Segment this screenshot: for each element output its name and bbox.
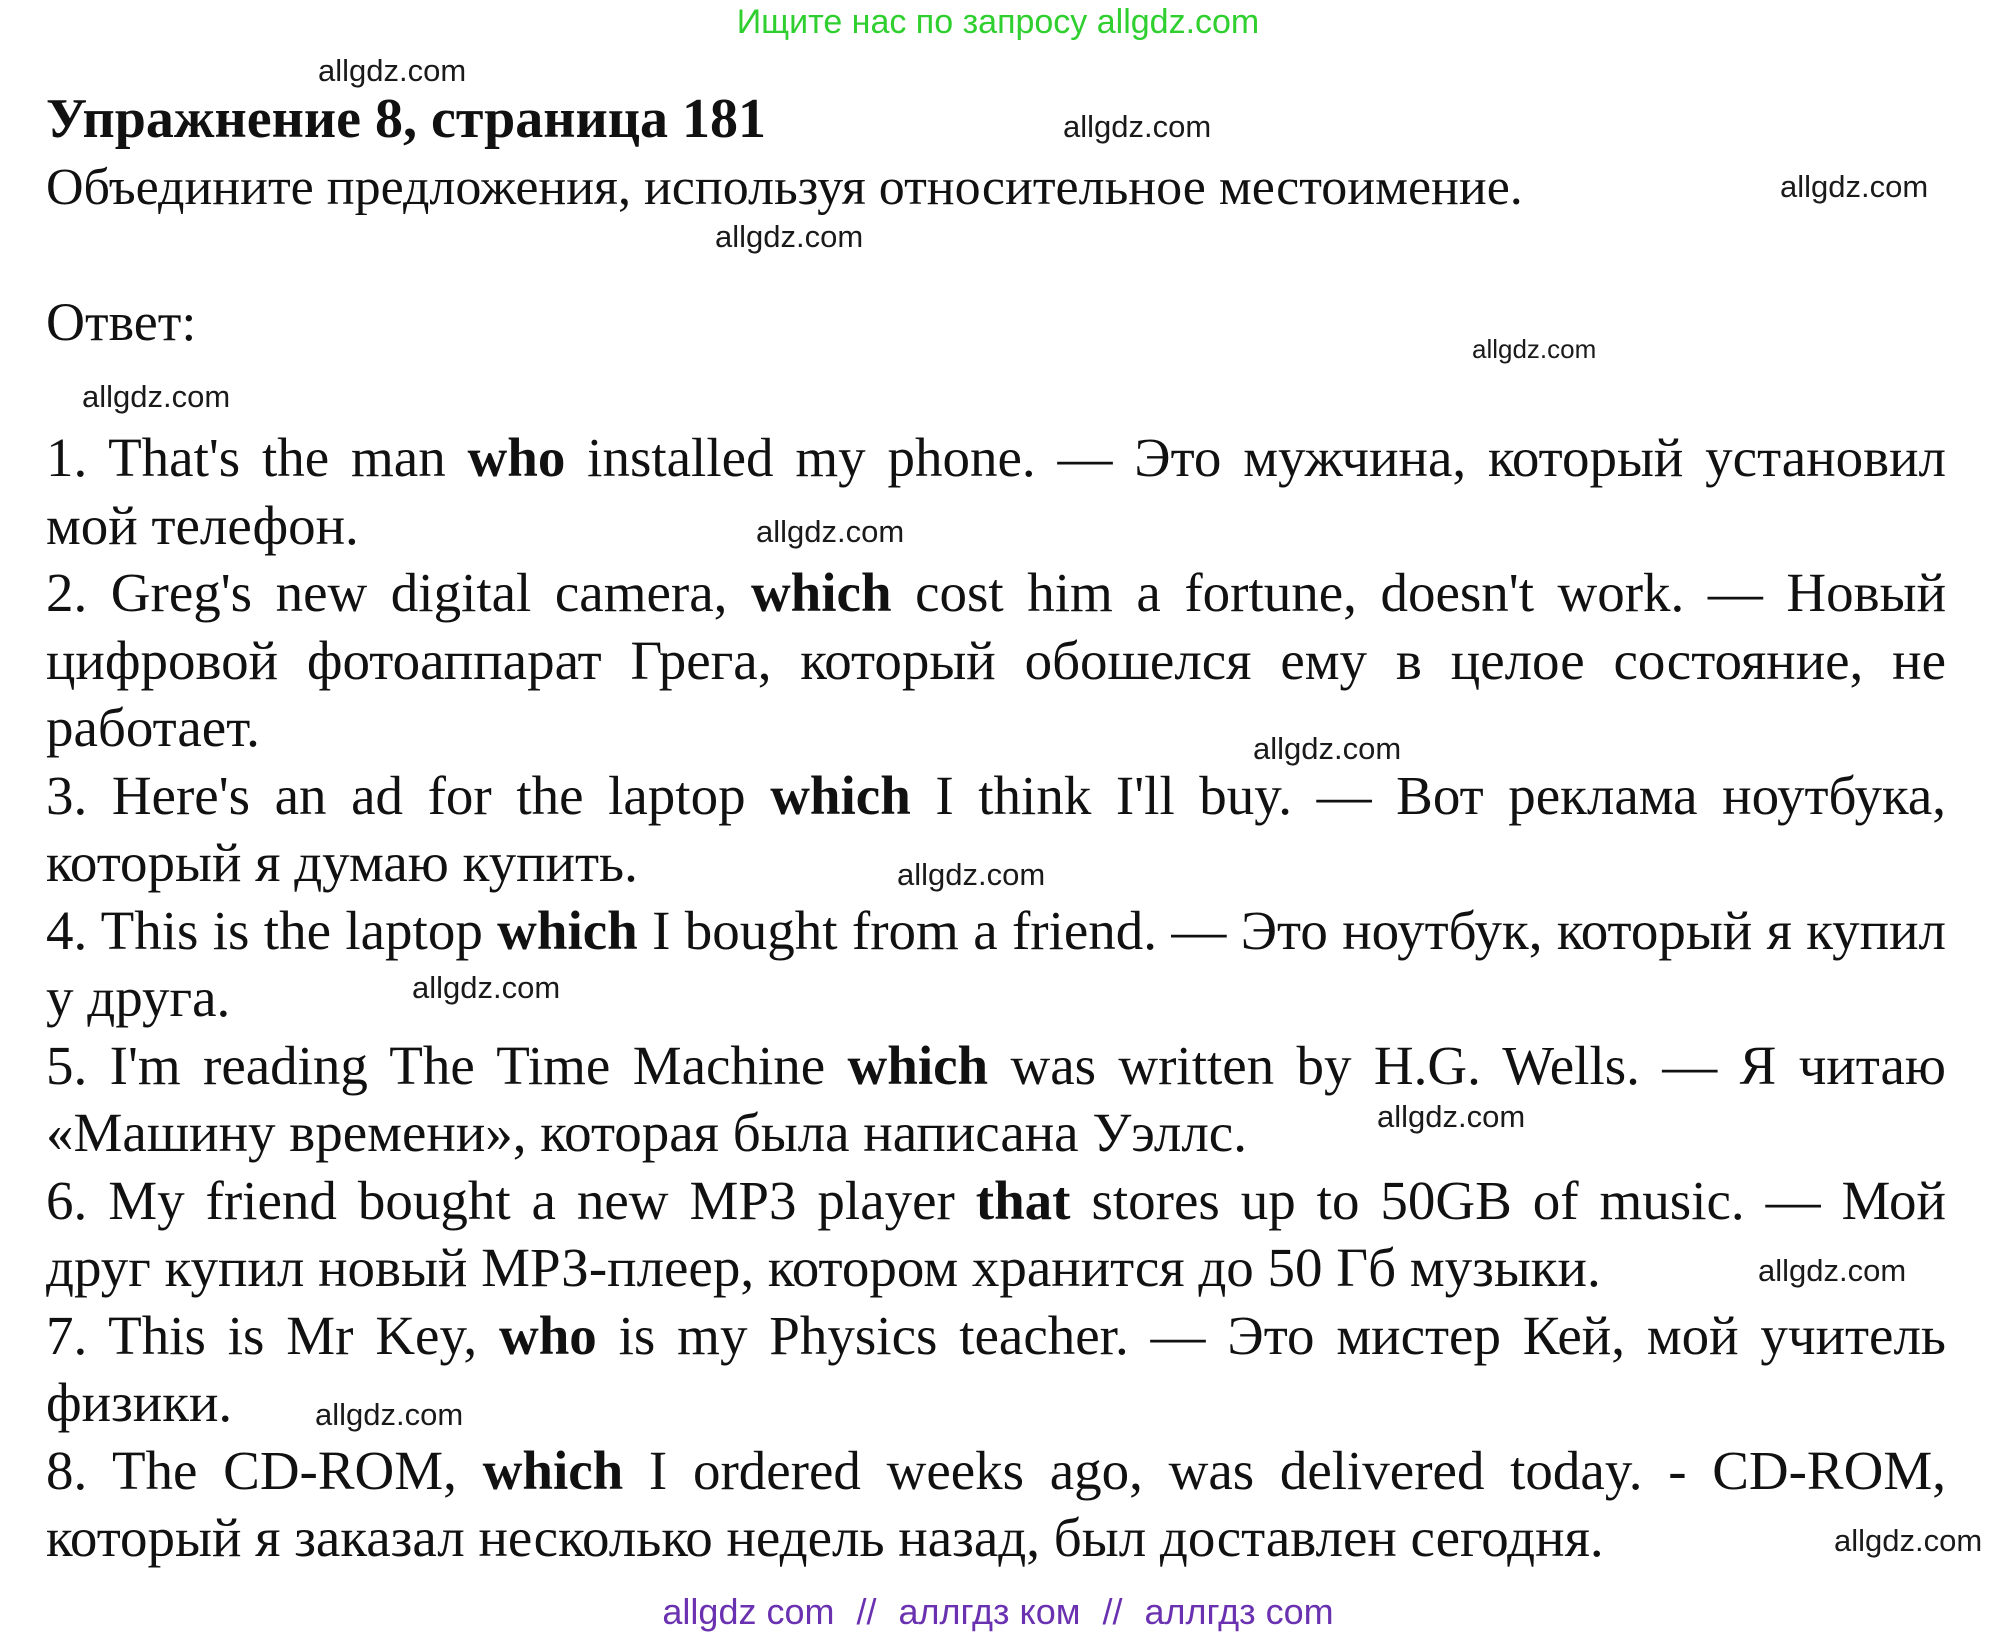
footer-link[interactable]: аллгдз ком (898, 1591, 1081, 1632)
relative-pronoun: who (467, 427, 566, 488)
footer-links (0, 1590, 1996, 1634)
watermark: allgdz.com (82, 379, 231, 414)
answer-label: Ответ: (46, 292, 197, 352)
relative-pronoun: which (482, 1439, 624, 1501)
answer-item-7: 7. This is Mr Key, who is my Physics teacher. — Это мистер Кей, мой учитель физики. (46, 1304, 1946, 1433)
footer-link[interactable]: allgdz com (662, 1591, 835, 1632)
watermark: allgdz.com (412, 970, 561, 1005)
answer-item-5: 5. I'm reading The Time Machine which was written by H.G. Wells. — Я читаю «Машину времени», которая была написана Уэллс. (46, 1034, 1946, 1163)
watermark: allgdz.com (1834, 1523, 1983, 1558)
watermark: allgdz.com (318, 53, 467, 88)
relative-pronoun: that (975, 1169, 1071, 1231)
answer-item-4: 4. This is the laptop which I bought from a friend. — Это ноутбук, который я купил у друга. (46, 899, 1946, 1028)
watermark: allgdz.com (315, 1397, 464, 1432)
answer-item-6: 6. My friend bought a new MP3 player that stores up to 50GB of music. — Мой друг купил новый МРЗ-плеер, котором хранится до 50 Гб музыки. (46, 1169, 1946, 1298)
answer-item-2: 2. Greg's new digital camera, which cost him a fortune, doesn't work. — Новый цифровой фотоаппарат Грега, который обошелся ему в целое состояние, не работает. (46, 562, 1946, 758)
task-text: Объедините предложения, используя относительное местоимение. (46, 159, 1523, 216)
footer-separator: // (856, 1591, 877, 1632)
footer-link[interactable]: аллгдз com (1144, 1591, 1334, 1632)
relative-pronoun: which (770, 764, 911, 826)
watermark: allgdz.com (1063, 109, 1212, 144)
watermark: allgdz.com (1780, 169, 1929, 204)
relative-pronoun: which (750, 562, 892, 623)
answer-item-1: 1. That's the man who installed my phone. — Это мужчина, который установил мой телефон. (46, 427, 1946, 556)
watermark: allgdz.com (715, 219, 864, 254)
watermark: allgdz.com (897, 857, 1046, 892)
relative-pronoun: who (498, 1304, 597, 1366)
watermark: allgdz.com (1472, 334, 1597, 364)
watermark: allgdz.com (1253, 731, 1402, 766)
relative-pronoun: which (847, 1034, 989, 1096)
top-banner: Ищите нас по запросу allgdz.com (736, 3, 1260, 41)
watermark: allgdz.com (1758, 1253, 1907, 1288)
page-title: Упражнение 8, страница 181 (46, 88, 767, 150)
answer-item-8: 8. The CD-ROM, which I ordered weeks ago, was delivered today. - CD-ROM, который я заказал несколько недель назад, был доставлен сегодня. (46, 1439, 1946, 1568)
answer-item-3: 3. Here's an ad for the laptop which I think I'll buy. — Вот реклама ноутбука, который я думаю купить. (46, 764, 1946, 893)
relative-pronoun: which (497, 899, 638, 961)
watermark: allgdz.com (1377, 1099, 1526, 1134)
footer-separator: // (1102, 1591, 1123, 1632)
watermark: allgdz.com (756, 514, 905, 549)
